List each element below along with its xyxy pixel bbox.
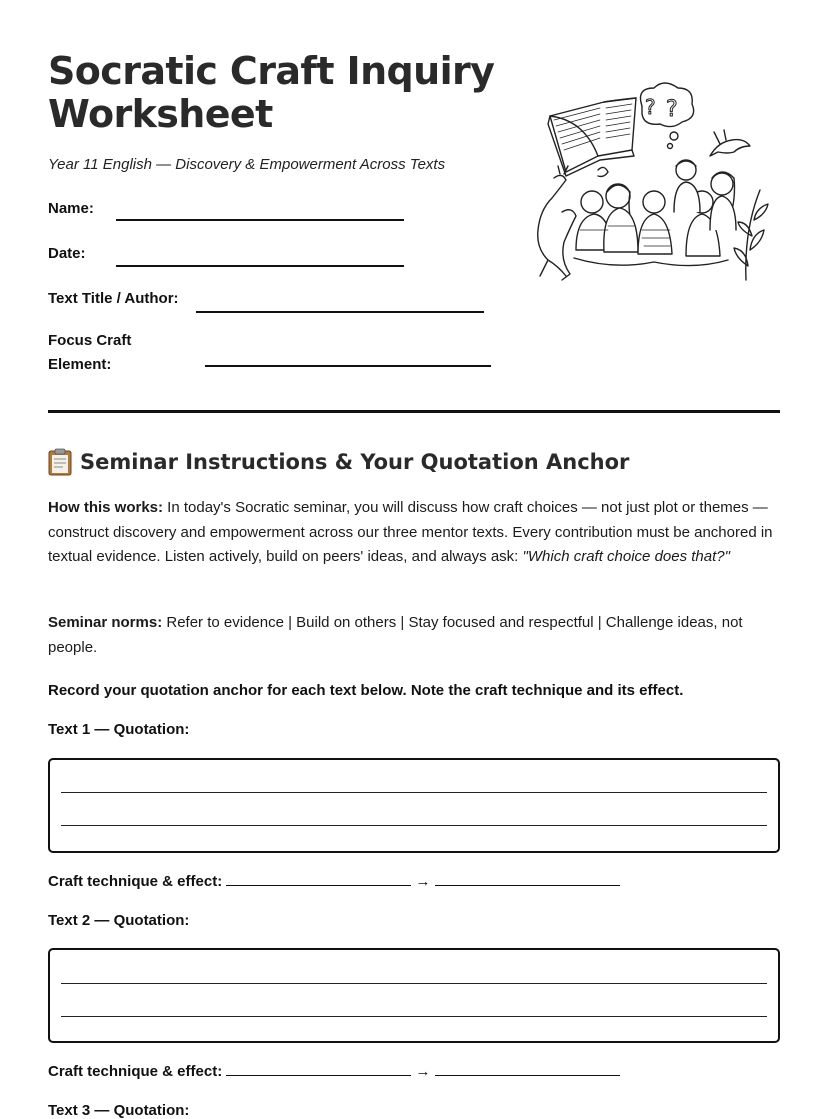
text1-craft-row: [48, 873, 620, 890]
clipboard-icon: [48, 448, 72, 476]
text1-quotation-box[interactable]: [48, 758, 780, 853]
header-divider: [48, 410, 780, 413]
text1-arrow: →: [415, 873, 431, 890]
text-title-label: Text Title / Author:: [48, 290, 179, 307]
section-title: Seminar Instructions & Your Quotation Anchor: [80, 450, 630, 474]
text-title-field[interactable]: [196, 311, 484, 313]
focus-craft-field[interactable]: [205, 365, 491, 367]
text2-technique-field[interactable]: [226, 1063, 411, 1076]
text3-quotation-label: Text 3 — Quotation:: [48, 1102, 190, 1119]
date-field[interactable]: [116, 265, 404, 267]
text2-writing-line-2: [61, 1016, 767, 1017]
students-reading-illustration: [514, 80, 770, 288]
text1-quotation-label: Text 1 — Quotation:: [48, 721, 190, 738]
seminar-norms-body: Refer to evidence | Build on others | Stay focused and respectful | Challenge ideas, not people.: [48, 614, 743, 656]
how-it-works-lead: How this works:: [48, 499, 164, 516]
how-it-works-paragraph: [48, 496, 783, 570]
text1-writing-line-2: [61, 825, 767, 826]
how-it-works-body: In today's Socratic seminar, you will discuss how craft choices — not just plot or themes — construct discovery and empowerment across our three mentor texts. Every contribution must be anchored in textual evidence. Listen actively, build on peers' ideas, and always ask:: [48, 499, 773, 565]
text1-craft-label: Craft technique & effect:: [48, 873, 223, 890]
svg-text:?: ?: [666, 97, 678, 122]
text2-arrow: →: [415, 1063, 431, 1080]
worksheet-subtitle: Year 11 English — Discovery & Empowerment Across Texts: [48, 156, 446, 173]
focus-craft-label-line2: Element:: [48, 356, 112, 373]
focus-craft-label-line1: Focus Craft: [48, 332, 132, 349]
date-label: Date:: [48, 245, 86, 262]
name-label: Name:: [48, 200, 94, 217]
how-it-works-question: "Which craft choice does that?": [522, 548, 730, 565]
text2-craft-label: Craft technique & effect:: [48, 1063, 223, 1080]
text2-craft-row: [48, 1063, 620, 1080]
text1-effect-field[interactable]: [435, 873, 620, 886]
seminar-norms-lead: Seminar norms:: [48, 614, 163, 631]
svg-text:?: ?: [645, 95, 656, 119]
text2-effect-field[interactable]: [435, 1063, 620, 1076]
seminar-norms-paragraph: [48, 611, 783, 660]
text2-quotation-box[interactable]: [48, 948, 780, 1043]
name-field[interactable]: [116, 219, 404, 221]
text1-writing-line-1: [61, 792, 767, 793]
text1-technique-field[interactable]: [226, 873, 411, 886]
text2-quotation-label: Text 2 — Quotation:: [48, 912, 190, 929]
text2-writing-line-1: [61, 983, 767, 984]
section-heading: [48, 448, 629, 476]
record-prompt: Record your quotation anchor for each text below. Note the craft technique and its effect.: [48, 682, 684, 699]
worksheet-title: Socratic Craft Inquiry Worksheet: [48, 49, 495, 136]
